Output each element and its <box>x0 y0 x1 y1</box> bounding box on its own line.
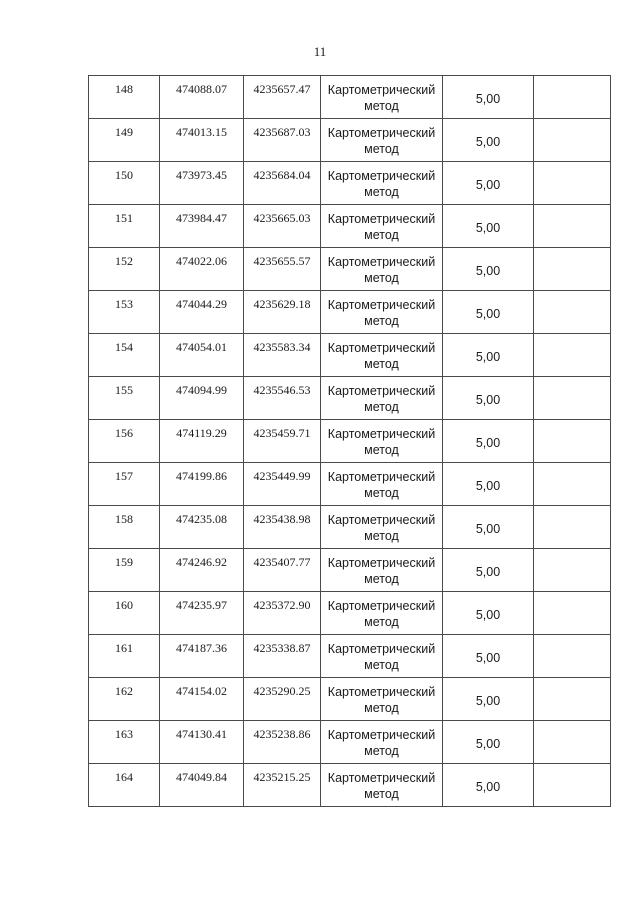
method-text-line2: метод <box>364 486 399 500</box>
method-cell <box>321 420 443 463</box>
note-cell <box>534 119 611 162</box>
method-cell <box>321 721 443 764</box>
page-number: 11 <box>313 44 327 59</box>
y-coordinate-cell: 4235215.25 <box>244 764 321 807</box>
method-text-line1: Картометрический <box>327 83 436 97</box>
x-coordinate-cell: 474088.07 <box>160 76 244 119</box>
x-coordinate-cell: 474235.08 <box>160 506 244 549</box>
x-coordinate-cell: 474022.06 <box>160 248 244 291</box>
point-number-cell: 163 <box>89 721 160 764</box>
method-text-line2: метод <box>364 572 399 586</box>
accuracy-cell: 5,00 <box>443 377 534 420</box>
note-cell <box>534 635 611 678</box>
x-coordinate-cell: 474119.29 <box>160 420 244 463</box>
point-number-cell: 162 <box>89 678 160 721</box>
method-text-line2: метод <box>364 529 399 543</box>
table-row <box>89 420 611 463</box>
method-text-line2: метод <box>364 314 399 328</box>
note-cell <box>534 162 611 205</box>
point-number-cell: 149 <box>89 119 160 162</box>
table-row <box>89 377 611 420</box>
table-row <box>89 764 611 807</box>
x-coordinate-cell: 474054.01 <box>160 334 244 377</box>
point-number-cell: 152 <box>89 248 160 291</box>
method-text-line1: Картометрический <box>327 126 436 140</box>
method-text-line1: Картометрический <box>327 470 436 484</box>
method-cell <box>321 678 443 721</box>
y-coordinate-cell: 4235687.03 <box>244 119 321 162</box>
note-cell <box>534 205 611 248</box>
y-coordinate-cell: 4235238.86 <box>244 721 321 764</box>
method-text-line2: метод <box>364 744 399 758</box>
note-cell <box>534 334 611 377</box>
table-row <box>89 76 611 119</box>
point-number-cell: 159 <box>89 549 160 592</box>
note-cell <box>534 506 611 549</box>
method-cell <box>321 76 443 119</box>
accuracy-cell: 5,00 <box>443 119 534 162</box>
method-text-line1: Картометрический <box>327 212 436 226</box>
method-text-line2: метод <box>364 185 399 199</box>
y-coordinate-cell: 4235583.34 <box>244 334 321 377</box>
method-cell <box>321 334 443 377</box>
method-text-line1: Картометрический <box>327 771 436 785</box>
accuracy-cell: 5,00 <box>443 291 534 334</box>
y-coordinate-cell: 4235459.71 <box>244 420 321 463</box>
y-coordinate-cell: 4235657.47 <box>244 76 321 119</box>
method-text-line2: метод <box>364 271 399 285</box>
accuracy-cell: 5,00 <box>443 764 534 807</box>
table-row <box>89 205 611 248</box>
note-cell <box>534 592 611 635</box>
y-coordinate-cell: 4235684.04 <box>244 162 321 205</box>
point-number-cell: 150 <box>89 162 160 205</box>
accuracy-cell: 5,00 <box>443 549 534 592</box>
table-row <box>89 635 611 678</box>
note-cell <box>534 549 611 592</box>
table-row <box>89 592 611 635</box>
y-coordinate-cell: 4235290.25 <box>244 678 321 721</box>
accuracy-cell: 5,00 <box>443 334 534 377</box>
method-text-line2: метод <box>364 701 399 715</box>
method-cell <box>321 248 443 291</box>
accuracy-cell: 5,00 <box>443 592 534 635</box>
x-coordinate-cell: 474246.92 <box>160 549 244 592</box>
table-row <box>89 506 611 549</box>
table-row <box>89 291 611 334</box>
coordinates-table-body <box>89 76 611 807</box>
method-text-line2: метод <box>364 142 399 156</box>
y-coordinate-cell: 4235372.90 <box>244 592 321 635</box>
method-cell <box>321 506 443 549</box>
point-number-cell: 160 <box>89 592 160 635</box>
accuracy-cell: 5,00 <box>443 678 534 721</box>
method-cell <box>321 291 443 334</box>
method-text-line1: Картометрический <box>327 298 436 312</box>
note-cell <box>534 463 611 506</box>
y-coordinate-cell: 4235407.77 <box>244 549 321 592</box>
method-cell <box>321 119 443 162</box>
method-cell <box>321 377 443 420</box>
note-cell <box>534 721 611 764</box>
accuracy-cell: 5,00 <box>443 162 534 205</box>
y-coordinate-cell: 4235338.87 <box>244 635 321 678</box>
method-text-line1: Картометрический <box>327 384 436 398</box>
accuracy-cell: 5,00 <box>443 420 534 463</box>
table-row <box>89 162 611 205</box>
point-number-cell: 157 <box>89 463 160 506</box>
method-text-line1: Картометрический <box>327 556 436 570</box>
y-coordinate-cell: 4235665.03 <box>244 205 321 248</box>
point-number-cell: 148 <box>89 76 160 119</box>
table-row <box>89 678 611 721</box>
note-cell <box>534 678 611 721</box>
x-coordinate-cell: 474049.84 <box>160 764 244 807</box>
note-cell <box>534 764 611 807</box>
point-number-cell: 156 <box>89 420 160 463</box>
accuracy-cell: 5,00 <box>443 205 534 248</box>
note-cell <box>534 76 611 119</box>
accuracy-cell: 5,00 <box>443 721 534 764</box>
accuracy-cell: 5,00 <box>443 248 534 291</box>
method-text-line1: Картометрический <box>327 255 436 269</box>
y-coordinate-cell: 4235655.57 <box>244 248 321 291</box>
x-coordinate-cell: 473984.47 <box>160 205 244 248</box>
x-coordinate-cell: 474235.97 <box>160 592 244 635</box>
table-row <box>89 248 611 291</box>
method-text-line2: метод <box>364 658 399 672</box>
method-text-line1: Картометрический <box>327 642 436 656</box>
method-text-line2: метод <box>364 357 399 371</box>
method-cell <box>321 764 443 807</box>
y-coordinate-cell: 4235449.99 <box>244 463 321 506</box>
method-cell <box>321 549 443 592</box>
method-text-line2: метод <box>364 787 399 801</box>
method-text-line1: Картометрический <box>327 513 436 527</box>
point-number-cell: 158 <box>89 506 160 549</box>
accuracy-cell: 5,00 <box>443 635 534 678</box>
note-cell <box>534 420 611 463</box>
y-coordinate-cell: 4235629.18 <box>244 291 321 334</box>
note-cell <box>534 291 611 334</box>
method-cell <box>321 463 443 506</box>
note-cell <box>534 248 611 291</box>
x-coordinate-cell: 474094.99 <box>160 377 244 420</box>
x-coordinate-cell: 474154.02 <box>160 678 244 721</box>
x-coordinate-cell: 473973.45 <box>160 162 244 205</box>
accuracy-cell: 5,00 <box>443 76 534 119</box>
table-row <box>89 119 611 162</box>
point-number-cell: 164 <box>89 764 160 807</box>
table-row <box>89 549 611 592</box>
method-text-line2: метод <box>364 443 399 457</box>
table-row <box>89 721 611 764</box>
method-cell <box>321 592 443 635</box>
x-coordinate-cell: 474187.36 <box>160 635 244 678</box>
point-number-cell: 154 <box>89 334 160 377</box>
method-text-line1: Картометрический <box>327 169 436 183</box>
method-text-line2: метод <box>364 615 399 629</box>
x-coordinate-cell: 474044.29 <box>160 291 244 334</box>
method-text-line2: метод <box>364 228 399 242</box>
method-text-line2: метод <box>364 99 399 113</box>
method-text-line1: Картометрический <box>327 599 436 613</box>
accuracy-cell: 5,00 <box>443 506 534 549</box>
method-text-line2: метод <box>364 400 399 414</box>
point-number-cell: 161 <box>89 635 160 678</box>
method-text-line1: Картометрический <box>327 728 436 742</box>
accuracy-cell: 5,00 <box>443 463 534 506</box>
coordinates-table <box>88 75 611 807</box>
y-coordinate-cell: 4235438.98 <box>244 506 321 549</box>
method-text-line1: Картометрический <box>327 427 436 441</box>
table-row <box>89 334 611 377</box>
method-cell <box>321 205 443 248</box>
y-coordinate-cell: 4235546.53 <box>244 377 321 420</box>
point-number-cell: 155 <box>89 377 160 420</box>
method-cell <box>321 635 443 678</box>
x-coordinate-cell: 474199.86 <box>160 463 244 506</box>
table-row <box>89 463 611 506</box>
method-text-line1: Картометрический <box>327 685 436 699</box>
x-coordinate-cell: 474013.15 <box>160 119 244 162</box>
note-cell <box>534 377 611 420</box>
point-number-cell: 151 <box>89 205 160 248</box>
x-coordinate-cell: 474130.41 <box>160 721 244 764</box>
method-cell <box>321 162 443 205</box>
method-text-line1: Картометрический <box>327 341 436 355</box>
point-number-cell: 153 <box>89 291 160 334</box>
